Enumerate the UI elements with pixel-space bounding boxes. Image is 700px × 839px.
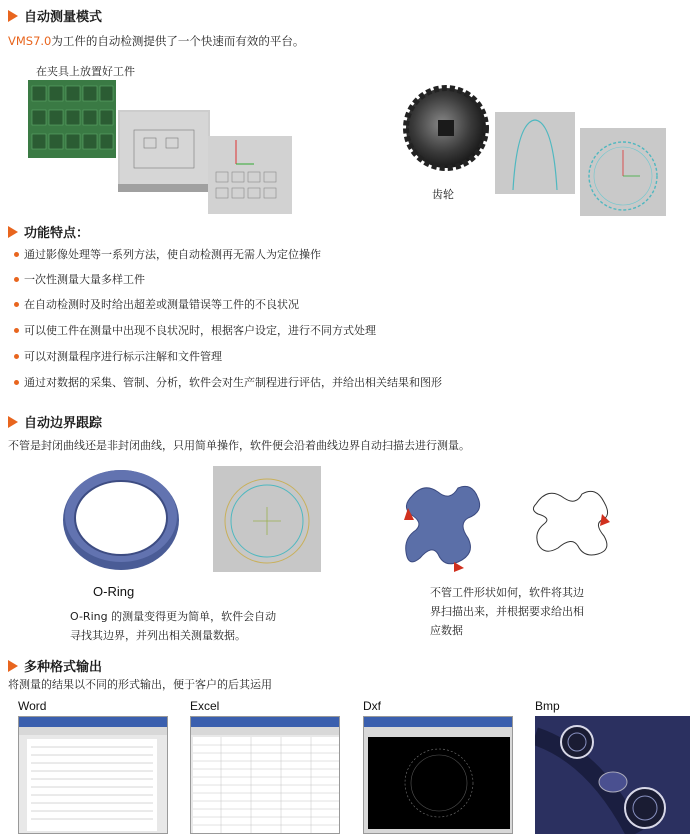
section-title-features: 功能特点： xyxy=(8,222,89,241)
bullet-icon xyxy=(14,328,19,333)
shape-description: 不管工件形状如何，软件将其边 界扫描出来，并根据要求给出相 应数据 xyxy=(430,586,584,637)
oring-description: O-Ring 的测量变得更为简单，软件会自动 寻找其边界，并列出相关测量数据。 xyxy=(70,610,277,642)
feature-item: 一次性测量大量多样工件 xyxy=(14,271,145,287)
measure-screen-image-2 xyxy=(208,136,292,214)
oring-label: O-Ring xyxy=(93,584,135,599)
dxf-screenshot xyxy=(363,716,513,834)
feature-item: 通过对数据的采集、管制、分析，软件会对生产制程进行评估，并给出相关结果和图形 xyxy=(14,374,442,390)
format-label-excel: Excel xyxy=(190,699,220,713)
gear-caption: 齿轮 xyxy=(432,189,454,201)
gear-profile-screen xyxy=(495,112,575,194)
bullet-icon xyxy=(14,277,19,282)
feature-item: 可以对测量程序进行标示注解和文件管理 xyxy=(14,348,222,364)
feature-item: 可以使工件在测量中出现不良状况时，根据客户设定，进行不同方式处理 xyxy=(14,322,376,338)
bullet-icon xyxy=(14,380,19,385)
auto-measure-intro: VMS7.0为工件的自动检测提供了一个快速而有效的平台。 xyxy=(8,34,305,48)
output-intro: 将测量的结果以不同的形式输出，便于客户的后其运用 xyxy=(8,678,272,691)
oring-photo xyxy=(58,462,184,574)
gear-photo xyxy=(400,78,490,174)
bullet-icon xyxy=(14,302,19,307)
format-label-word: Word xyxy=(18,699,47,713)
excel-screenshot xyxy=(190,716,340,834)
section-title-edge-tracking: 自动边界跟踪 xyxy=(8,412,102,431)
word-screenshot xyxy=(18,716,168,834)
arrow-icon xyxy=(8,226,18,238)
fixture-caption: 在夹具上放置好工件 xyxy=(36,65,135,78)
arrow-icon xyxy=(8,416,18,428)
bullet-icon xyxy=(14,252,19,257)
format-label-bmp: Bmp xyxy=(535,699,560,713)
feature-item: 在自动检测时及时给出超差或测量错误等工件的不良状况 xyxy=(14,296,299,312)
format-label-dxf: Dxf xyxy=(363,699,381,713)
irregular-shape-outline xyxy=(524,484,618,560)
arrow-icon xyxy=(8,10,18,22)
bmp-screenshot xyxy=(535,716,690,834)
product-name: VMS7.0 xyxy=(8,34,52,48)
edge-tracking-intro: 不管是封闭曲线还是非封闭曲线，只用简单操作，软件便会沿着曲线边界自动扫描去进行测量。 xyxy=(8,439,470,452)
oring-measure-screen xyxy=(213,466,321,572)
arrow-icon xyxy=(8,660,18,672)
bullet-icon xyxy=(14,354,19,359)
fixture-board-image xyxy=(28,80,116,158)
feature-item: 通过影像处理等一系列方法，使自动检测再无需人为定位操作 xyxy=(14,246,321,262)
section-title-output: 多种格式输出 xyxy=(8,656,102,675)
irregular-shape-filled xyxy=(398,478,486,572)
gear-outline-screen xyxy=(580,128,666,216)
section-title-auto-measure: 自动测量模式 xyxy=(8,6,102,25)
measure-screen-image-1 xyxy=(118,110,210,192)
